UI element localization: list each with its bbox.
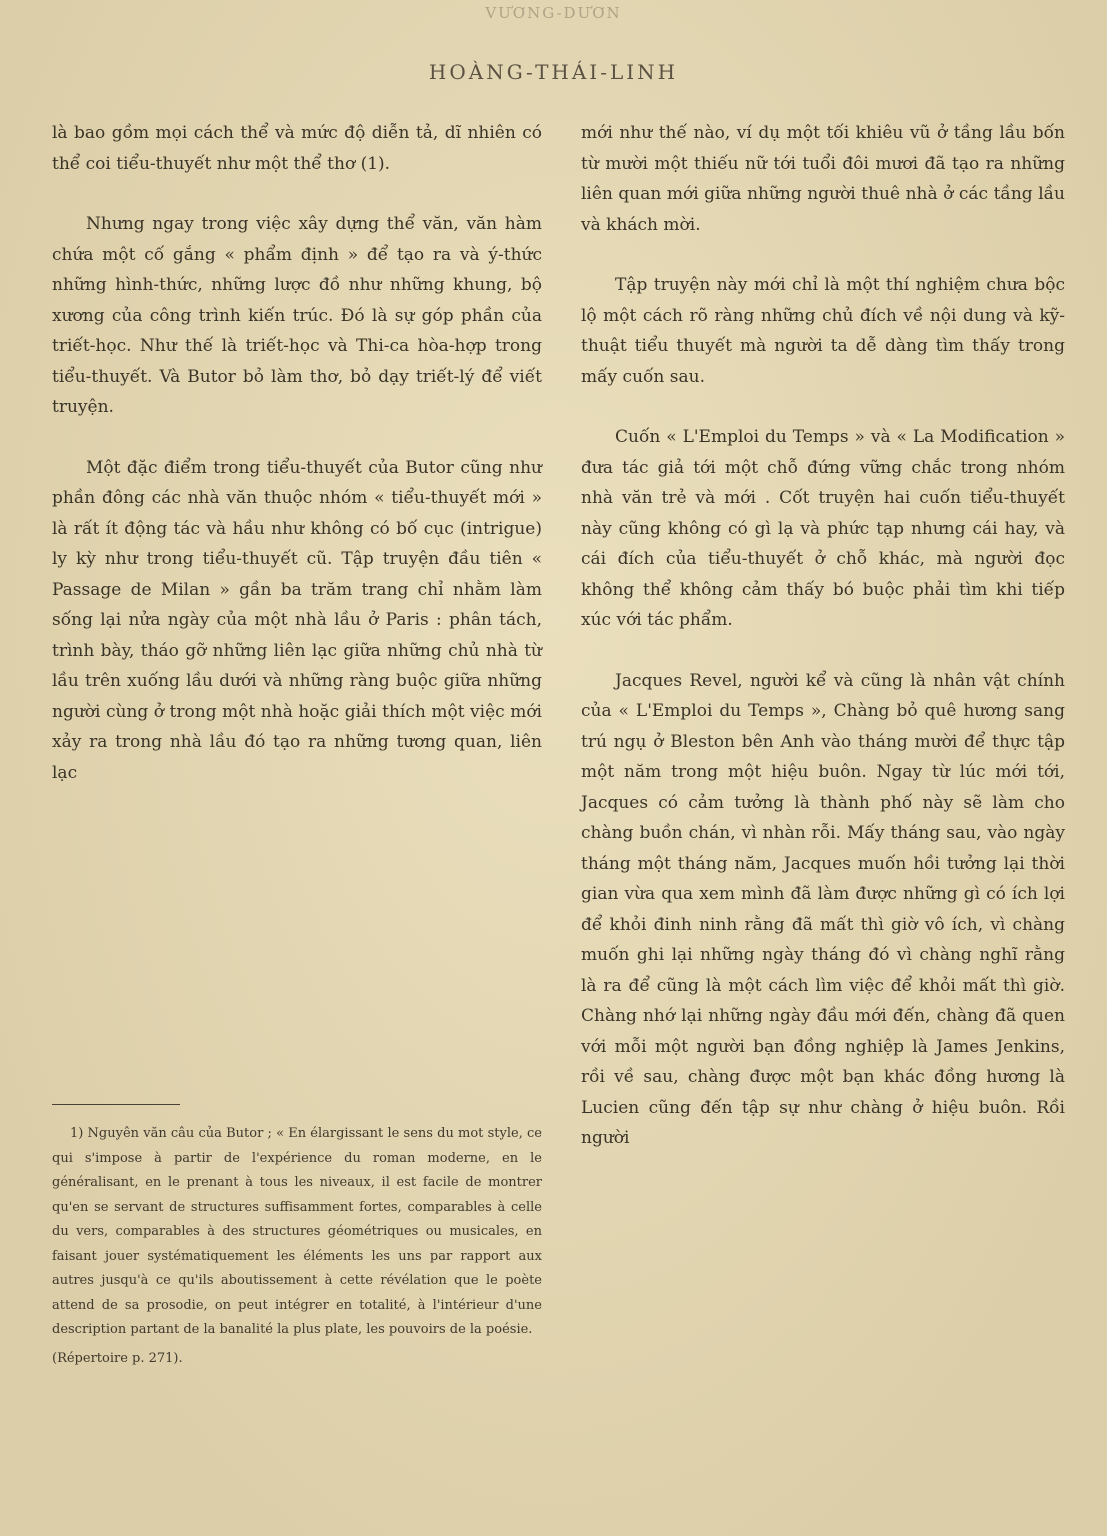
right-column bbox=[581, 118, 1065, 1184]
paragraph: Tập truyện này mới chỉ là một thí nghiệm chưa bộc lộ một cách rõ ràng những chủ đích về nội dung và kỹ-thuật tiểu thuyết mà người ta dễ dàng tìm thấy trong mấy cuốn sau. bbox=[581, 275, 1065, 387]
footnote bbox=[52, 1122, 542, 1371]
left-column bbox=[52, 118, 542, 818]
footnote-reference: (Répertoire p. 271). bbox=[52, 1350, 183, 1366]
paragraph: Cuốn « L'Emploi du Temps » và « La Modification » đưa tác giả tới một chỗ đứng vững chắc trong nhóm nhà văn trẻ và mới . Cốt truyện hai cuốn tiểu-thuyết này cũng không có gì lạ và phức tạp nhưng cái hay, và cái đích của tiểu-thuyết ở chỗ khác, mà người đọc không thể không cảm thấy bó buộc phải tìm khi tiếp xúc với tác phẩm. bbox=[581, 427, 1065, 630]
paragraph: mới như thế nào, ví dụ một tối khiêu vũ ở tầng lầu bốn từ mười một thiếu nữ tới tuổi đôi mươi đã tạo ra những liên quan mới giữa những người thuê nhà ở các tầng lầu và khách mời. bbox=[581, 123, 1065, 235]
running-head: VƯƠNG-DƯƠN bbox=[485, 4, 622, 22]
paragraph: Jacques Revel, người kể và cũng là nhân vật chính của « L'Emploi du Temps », Chàng bỏ quê hương sang trú ngụ ở Bleston bên Anh vào tháng mười để thực tập một năm trong một hiệu buôn. Ngay từ lúc mới tới, Jacques có cảm tưởng là thành phố này sẽ làm cho chàng buồn chán, vì nhàn rỗi. Mấy tháng sau, vào ngày tháng một tháng năm, Jacques muốn hồi tưởng lại thời gian vừa qua xem mình đã làm được những gì có ích lợi để khỏi đinh ninh rằng đã mất thì giờ vô ích, vì chàng muốn ghi lại những ngày tháng đó vì chàng nghĩ rằng là ra để cũng là một cách lìm việc để khỏi mất thì giờ. Chàng nhớ lại những ngày đầu mới đến, chàng đã quen với mỗi một người bạn đồng nghiệp là James Jenkins, rồi về sau, chàng được một bạn khác đồng hương là Lucien cũng đến tập sự như chàng ở hiệu buôn. Rồi người bbox=[581, 670, 1065, 1148]
paragraph: là bao gồm mọi cách thể và mức độ diễn tả, dĩ nhiên có thể coi tiểu-thuyết như một thể thơ (1). bbox=[52, 123, 542, 174]
page-header-author: HOÀNG-THÁI-LINH bbox=[428, 60, 679, 84]
paragraph: Nhưng ngay trong việc xây dựng thể văn, văn hàm chứa một cố gắng « phẩm định » để tạo ra và ý-thức những hình-thức, những lược đồ như những khung, bộ xương của công trình kiến trúc. Đó là sự góp phần của triết-học. Như thế là triết-học và Thi-ca hòa-hợp trong tiểu-thuyết. Và Butor bỏ làm thơ, bỏ dạy triết-lý để viết truyện. bbox=[52, 214, 542, 417]
footnote-body: 1) Nguyên văn câu của Butor ; « En élargissant le sens du mot style, ce qui s'impose à partir de l'expérience du roman moderne, en le généralisant, en le prenant à tous les niveaux, il est facile de montrer qu'en se servant de structures suffisamment fortes, comparables à celle du vers, comparables à des structures géométriques ou musicales, en faisant jouer systématiquement les éléments les uns par rapport aux autres jusqu'à ce qu'ils aboutissement à cette révélation que le poète attend de sa prosodie, on peut intégrer en totalité, à l'intérieur d'une description partant de la banalité la plus plate, les pouvoirs de la poésie. bbox=[52, 1126, 542, 1337]
footnote-rule bbox=[52, 1104, 180, 1105]
paragraph: Một đặc điểm trong tiểu-thuyết của Butor cũng như phần đông các nhà văn thuộc nhóm « tiểu-thuyết mới » là rất ít động tác và hầu như không có bố cục (intrigue) ly kỳ như trong tiểu-thuyết cũ. Tập truyện đầu tiên « Passage de Milan » gần ba trăm trang chỉ nhằm làm sống lại nửa ngày của một nhà lầu ở Paris : phân tách, trình bày, tháo gỡ những liên lạc giữa những chủ nhà từ lầu trên xuống lầu dưới và những ràng buộc giữa những người cùng ở trong một nhà hoặc giải thích một việc mới xảy ra trong nhà lầu đó tạo ra những tương quan, liên lạc bbox=[52, 457, 542, 783]
